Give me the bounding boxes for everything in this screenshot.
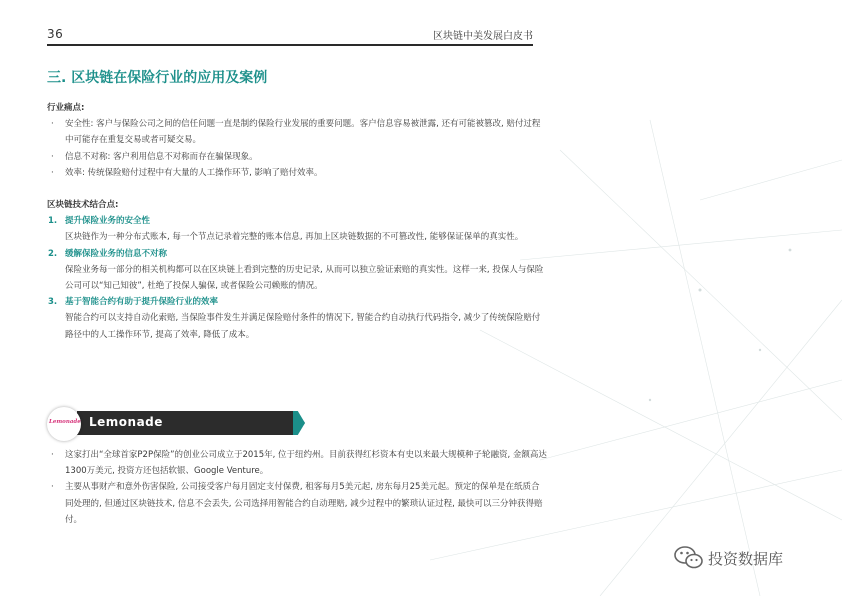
- case-company-name: Lemonade: [89, 415, 163, 429]
- lemonade-logo-text: Lemonade: [49, 419, 81, 425]
- case-item-text: 主要从事财产和意外伤害保险, 公司接受客户每月固定支付保费, 租客每月5美元起, 房东每月25美元起。预定的保单是在纸质合同处理的, 但通过区块链技术, 信息不会丢失, 公司选择用智能合约自动理赔, 减少过程中的繁琐认证过程, 最快可以三分钟获得赔付。: [65, 482, 543, 525]
- tech-point-item: [47, 246, 547, 295]
- tech-point-title: 提升保险业务的安全性: [65, 216, 151, 227]
- pain-point-item: [47, 165, 547, 181]
- tech-point-number: 1.: [48, 216, 58, 227]
- pain-point-text: 安全性: 客户与保险公司之间的信任问题一直是制约保险行业发展的重要问题。客户信息容易被泄露, 还有可能被篡改, 赔付过程中可能存在重复交易或者可疑交易。: [65, 119, 541, 146]
- tech-point-body: 智能合约可以支持自动化索赔, 当保险事件发生并满足保险赔付条件的情况下, 智能合约自动执行代码指令, 减少了传统保险赔付路径中的人工操作环节, 提高了效率, 降低了成本。: [65, 313, 541, 340]
- lemonade-logo: [47, 407, 81, 441]
- case-item-text: 这家打出“全球首家P2P保险”的创业公司成立于2015年, 位于纽约州。目前获得红杉资本有史以来最大规模种子轮融资, 金额高达1300万美元, 投资方还包括软银、Google Venture。: [65, 450, 547, 477]
- tech-point-title: 缓解保险业务的信息不对称: [65, 248, 168, 259]
- case-banner-arrow: [293, 411, 305, 435]
- bullet-dot: ·: [51, 151, 54, 162]
- tech-point-body: 区块链作为一种分布式账本, 每一个节点记录着完整的账本信息, 再加上区块链数据的不可篡改性, 能够保证保单的真实性。: [65, 232, 524, 243]
- tech-point-number: 2.: [48, 248, 58, 259]
- pain-point-item: [47, 149, 547, 165]
- bullet-dot: ·: [51, 167, 54, 178]
- case-item: [47, 479, 547, 528]
- page-number: 36: [47, 27, 64, 41]
- tech-point-title: 基于智能合约有助于提升保险行业的效率: [65, 297, 219, 308]
- case-banner: [47, 411, 305, 437]
- tech-point-number: 3.: [48, 297, 58, 308]
- case-item: [47, 447, 547, 479]
- bullet-dot: ·: [51, 450, 54, 460]
- bullet-dot: ·: [51, 119, 54, 130]
- page-header: [47, 20, 533, 46]
- pain-point-text: 效率: 传统保险赔付过程中有大量的人工操作环节, 影响了赔付效率。: [65, 167, 323, 178]
- tech-point-body: 保险业务每一部分的相关机构都可以在区块链上看到完整的历史记录, 从而可以独立验证索赔的真实性。这样一来, 投保人与保险公司可以“知己知彼”, 杜绝了投保人骗保, 或者保险公司赖账的情况。: [65, 264, 544, 292]
- wechat-icon: [674, 545, 704, 571]
- pain-points-label: 行业痛点:: [47, 103, 85, 113]
- tech-points-label: 区块链技术结合点:: [47, 200, 119, 211]
- case-details: [47, 447, 547, 528]
- tech-point-item: [47, 294, 547, 343]
- document-title: 区块链中美发展白皮书: [433, 31, 533, 42]
- tech-point-item: [47, 213, 547, 245]
- bullet-dot: ·: [51, 482, 54, 493]
- main-content: [47, 100, 547, 343]
- pain-point-text: 信息不对称: 客户利用信息不对称而存在骗保现象。: [65, 151, 258, 162]
- section-title: 三. 区块链在保险行业的应用及案例: [47, 70, 268, 86]
- watermark-text: 投资数据库: [708, 550, 784, 568]
- pain-point-item: [47, 116, 547, 148]
